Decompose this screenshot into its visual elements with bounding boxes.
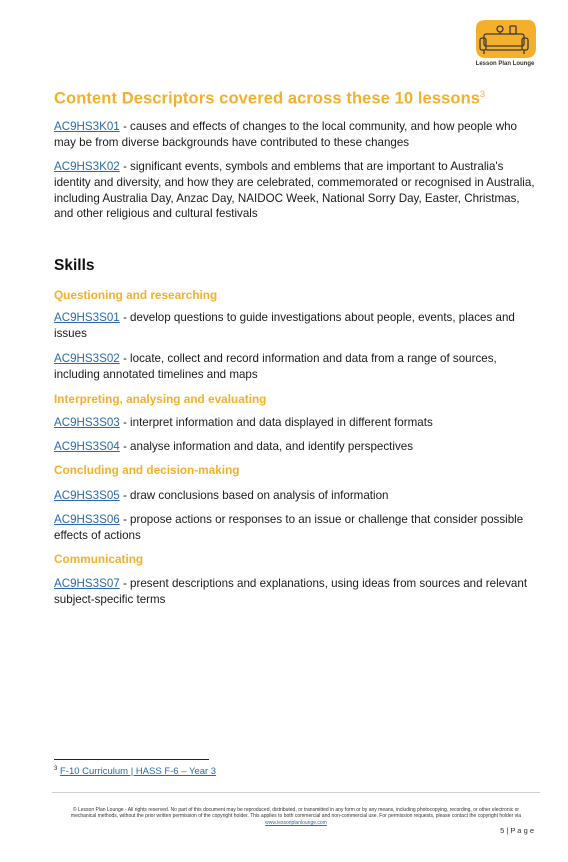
skill-code-link[interactable]: AC9HS3S03: [54, 416, 120, 429]
skill-code-link[interactable]: AC9HS3S07: [54, 577, 120, 590]
website-link[interactable]: www.lessonplanlounge.com: [265, 819, 327, 826]
skill-text: - propose actions or responses to an issue or challenge that consider possible effects of actions: [54, 513, 524, 542]
skill-text: - locate, collect and record information and data from a range of sources, including annotated timelines and maps: [54, 352, 497, 381]
skill-text: - interpret information and data displayed in different formats: [119, 416, 433, 429]
footer-divider: [52, 792, 540, 793]
skill-group-heading: Questioning and researching: [54, 288, 218, 302]
skill-group-heading: Concluding and decision-making: [54, 463, 240, 477]
skill-group-heading: Interpreting, analysing and evaluating: [54, 392, 267, 406]
footnote-number: 3: [54, 766, 58, 772]
page-number: 5 | P a g e: [500, 826, 534, 835]
skill-item: [54, 351, 518, 383]
skill-text: - develop questions to guide investigations about people, events, places and issues: [54, 311, 515, 340]
skill-item: [54, 512, 536, 544]
skill-item: [54, 576, 540, 608]
descriptor-text: - significant events, symbols and emblems that are important to Australia's identity and diversity, and how they are celebrated, commemorated or recognised in Australia, including Australia Day, Anzac Day, NAIDOC Week, National Sorry Day, Easter, Christmas, and other religious and cultural festivals: [54, 160, 535, 221]
skill-text: - analyse information and data, and identify perspectives: [119, 440, 413, 453]
logo-caption: Lesson Plan Lounge: [475, 61, 535, 67]
skill-code-link[interactable]: AC9HS3S01: [54, 311, 120, 324]
skill-code-link[interactable]: AC9HS3S06: [54, 513, 120, 526]
copyright-notice: [52, 807, 540, 826]
descriptor-code-link[interactable]: AC9HS3K02: [54, 160, 120, 173]
skill-code-link[interactable]: AC9HS3S04: [54, 440, 120, 453]
skill-code-link[interactable]: AC9HS3S02: [54, 352, 120, 365]
content-descriptor-item: [54, 159, 540, 222]
copyright-line: © Lesson Plan Lounge - All rights reserved. No part of this document may be reproduced, distributed, or transmitted in any form or by any means, including photocopying, recording, or other electronic or: [72, 807, 520, 813]
page-number-value: 5: [500, 826, 505, 835]
skill-item: [54, 310, 532, 342]
descriptor-text: - causes and effects of changes to the local community, and how people who may be from diverse backgrounds have contributed to these changes: [54, 120, 517, 149]
skill-group-heading: Communicating: [54, 552, 144, 566]
footnote-reference[interactable]: 3: [480, 89, 486, 99]
content-descriptors-heading: [54, 89, 485, 109]
skills-heading: Skills: [54, 257, 95, 274]
content-descriptors-title: Content Descriptors covered across these 10 lessons: [54, 89, 481, 108]
content-descriptor-item: [54, 119, 534, 151]
copyright-line: mechanical methods, without the prior written permission of the copyright holder. This applies to both commercial and non-commercial use. For permission requests, please contact the copyright holder via: [70, 813, 522, 820]
footnote: [54, 766, 216, 777]
skill-text: - present descriptions and explanations, using ideas from sources and relevant subject-specific terms: [54, 577, 528, 606]
footnote-link[interactable]: F-10 Curriculum | HASS F-6 – Year 3: [59, 766, 217, 778]
skill-item: [54, 415, 540, 431]
footnote-divider: [54, 759, 209, 760]
page-label: P a g e: [510, 826, 534, 835]
descriptor-code-link[interactable]: AC9HS3K01: [54, 120, 120, 133]
skill-text: - draw conclusions based on analysis of information: [119, 489, 389, 502]
skill-item: [54, 439, 540, 455]
skill-code-link[interactable]: AC9HS3S05: [54, 489, 120, 502]
skill-item: [54, 488, 540, 504]
